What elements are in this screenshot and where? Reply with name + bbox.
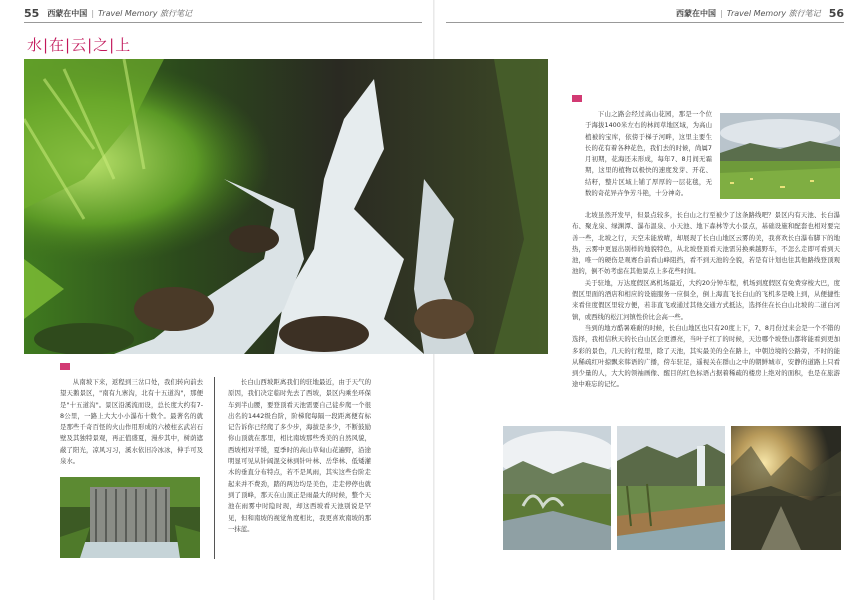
boardwalk-waterfall-photo [617, 426, 725, 550]
article-column-3 [585, 109, 712, 199]
paragraph: 长白山西坡距离我们的驻地最近，由于天气的原因，我们决定临时先去了西坡，景区内乘坐环保车到半山腰，要登顶看天池需要自己徒步爬一个很出名的1442级台阶，阶梯爬每隔一段距离便有标记告诉你已经爬了多少步，海拔是多少，不断鼓励你山顶就在那里，相比南坡那些秀美的自然风貌，西坡相对平缓，夏季时的高山草甸山花遍野，沿途明显可见从针阔混交林到针叶林、岳华林、低矮灌木的垂直分布特点，若不是风雨，其实这些台阶走起来并不费劲，踏的两边均是美色，走走停停也就到了顶峰，那天在山顶正是雨最大的时候，整个天池在雨雾中时隐时现，却这西坡看天池别说是罕见，但和南坡的视觉角度相比，我更喜欢南坡的那一抹蓝。 [228, 378, 371, 533]
header-left [24, 6, 192, 20]
header-rule-left [24, 22, 422, 23]
page-number-left: 55 [24, 6, 40, 20]
header-section-left: 西蒙在中国 [47, 8, 88, 18]
article-column-1 [60, 377, 203, 467]
section-marker [60, 363, 70, 370]
header-magazine-left: Travel Memory 旅行笔记 [98, 8, 192, 18]
article-column-4 [572, 210, 840, 391]
paragraph: 当到的地方酷暑难耐的时候，长白山地区也只有20度上下，7、8月份过来会是一个不错的选择，我相信秋天的长白山区会更漂亮，当叶子红了的时候，天边哪个坡登山都将能看到更加多彩的景色，几天的行程里，除了天池，其实最美的全在路上，中朝边境的公路旁，不时的能从稀疏红叶掠飘来韩语的广播，傍车驻足，遥视关在群山之中的朝鲜城市，安静的道路上只看到少量的人，大大的领袖画像、醒目的红色标语占据着稀疏的楼房上绝对的面积，也是在旅游途中难忘的记忆。 [572, 323, 840, 389]
article-title: 水|在|云|之|上 [27, 36, 132, 54]
header-magazine-right: Travel Memory 旅行笔记 [726, 8, 821, 18]
section-marker [572, 95, 582, 102]
hot-spring-valley-photo [503, 426, 611, 550]
article-column-2 [228, 377, 371, 535]
basalt-columns-photo [60, 477, 200, 558]
waterfall-hero-photo [24, 59, 548, 354]
sunset-stream-photo [731, 426, 841, 550]
alpine-meadow-photo [720, 113, 840, 199]
header-separator: | [91, 8, 95, 18]
header-separator: | [720, 8, 723, 18]
column-divider [214, 377, 215, 559]
paragraph: 北坡虽然开发早，但景点较多，长白山之行至被少了这条路线吧？景区内有天池、长白瀑布、聚龙泉、绿渊潭、瀑布温泉、小天池、地下森林等大小景点，基础设施和配套也相对要完善一些，北坡之行，天空未能放晴，却展现了长白山地区云雾的美，我喜欢长白瀑布脚下的地热，云雾中更显出别样的地貌特色，从北坡登顶看天池需另换乘越野车，不怎么走即可看到天池，唯一的硬伤是观赛台前看山峰阻挡，看不到天池的全貌，若是有计划也往其他路线登顶观池的，倒不妨考虑在其他景点上多花些时间。 [572, 211, 840, 276]
header-right [676, 6, 844, 20]
page-number-right: 56 [828, 6, 844, 20]
header-rule-right [446, 22, 844, 23]
paragraph: 从南坡下来，返程到三岔口处，我们转向前去望天鹅景区，"南有九寨沟，北有十五道沟"，那便是"十五道沟"。景区沿溪流而设，总长度大约有7-8公里，一路上大大小小瀑布十数个。最著名的就是那些千奇百怪的火山作用形成的六棱柱玄武岩石壁及其独特景观，再正值盛夏，漫步其中，树荫遮蔽了阳光，凉风习习，溪水依旧冷冰冰，伸手可及泉水。 [60, 378, 203, 466]
paragraph: 下山之路会经过高山花园，那是一个位于海拔1400米左右的林间草地区域，为高山植被的宝库，依傍于梯子河畔，这里主要生长的花有着各种花色，我们去的时候，尚属7月初期，花海还未形成，每年7、8月间无霜期，这里的植物以极快的速度发芽、开花、结籽，整片区域上铺了厚厚的一层花毯，无数的奇花异卉争芳斗艳，十分神奇。 [585, 110, 712, 198]
paragraph: 关于驻地，万达度假区离机场最近，大约20分钟车程，机场到度假区有免费穿梭大巴，度假区里面的酒店和相应的设施服务一应俱全，倒上海直飞长白山的飞机多是晚上到，从便捷性来看住度假区里较方便，若非直飞或通过其他交通方式抵达，选择住在长白山北坡的二道白河镇，或西线的松江河镇性价比会高一些。 [572, 278, 840, 321]
header-section-right: 西蒙在中国 [676, 8, 717, 18]
